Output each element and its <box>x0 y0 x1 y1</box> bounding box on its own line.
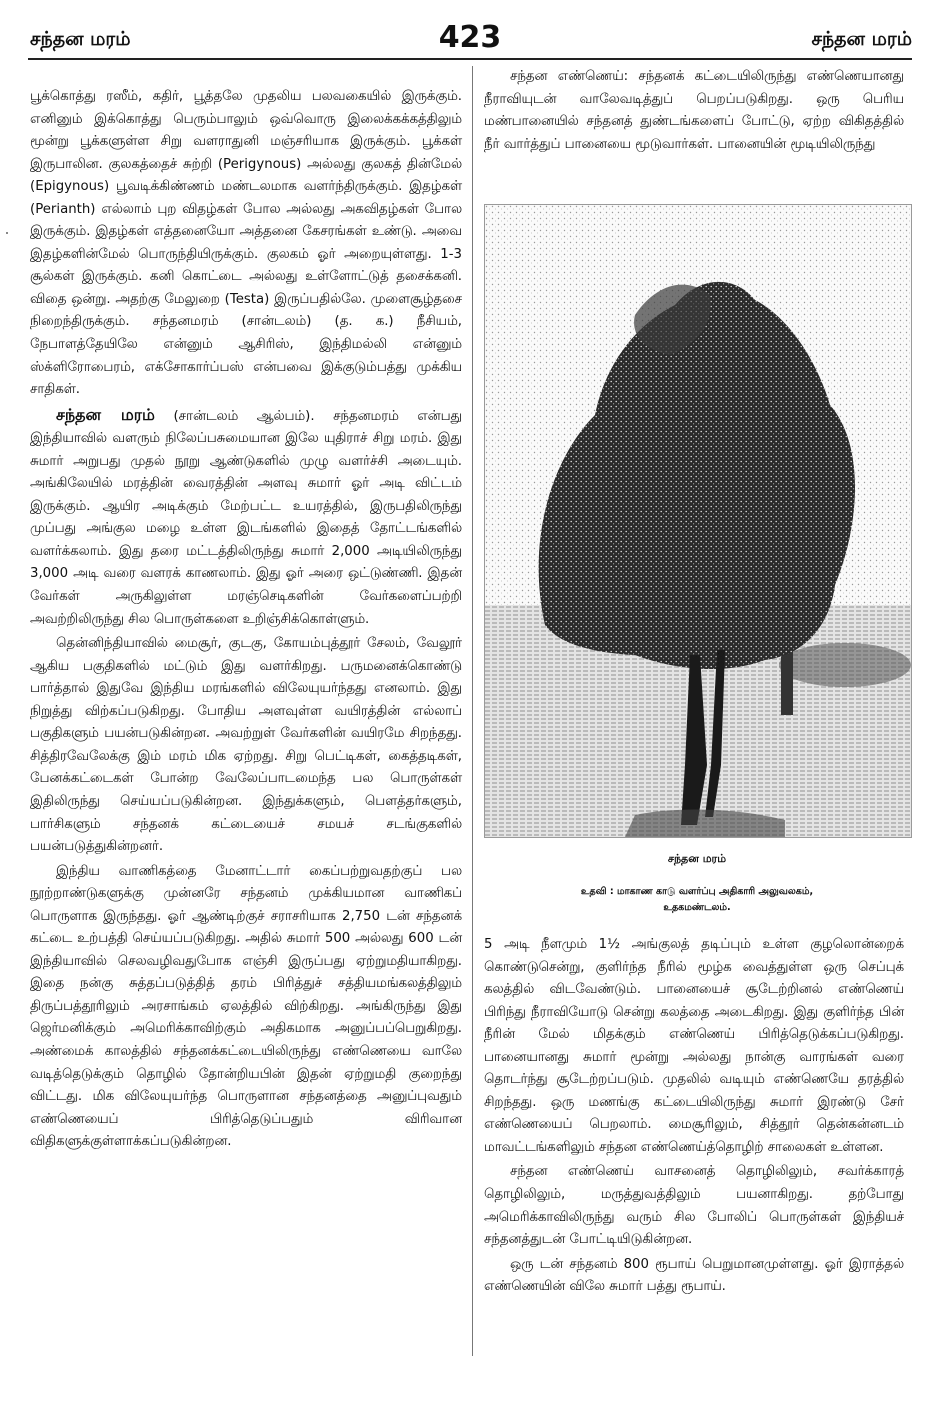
column-divider <box>472 66 473 1356</box>
entry-heading-suffix: (சான்டலம் ஆல்பம்). <box>154 408 334 424</box>
paragraph-distribution: தென்னிந்தியாவில் மைசூர், குடகு, கோயம்புத்தூர் சேலம், வேலூர் ஆகிய பகுதிகளில் மட்டும் இது வளர்கிறது. பருமனைக்கொண்டு பார்த்தால் இதுவே இந்திய மரங்களில் விலேயுயர்ந்தது எனலாம். இது நிறுத்து விற்கப்படுகிறது. போதிய அளவுள்ள வயிரத்தின் எல்லாப் பகுதிகளும் பயன்படுகின்றன. அவற்றுள் வேர்களின் வயிரமே சிறந்தது. சித்திரவேலேக்கு இம் மரம் மிக ஏற்றது. சிறு பெட்டிகள், கைத்தடிகள், பேனக்கட்டைகள் போன்ற வேலேப்பாடமைந்த பல பொருள்கள் இதிலிருந்து செய்யப்படுகின்றன. இந்துக்களும், பௌத்தர்களும், பார்சிகளும் சந்தனக் கட்டையைச் சமயச் சடங்குகளில் பயன்படுத்துகின்றனர். <box>30 636 462 855</box>
paragraph-oil-uses: சந்தன எண்ணெய் வாசனைத் தொழிலிலும், சவர்க்காரத் தொழிலிலும், மருத்துவத்திலும் பயனாகிறது. தற்போது அமெரிக்காவிலிருந்து வரும் சில போலிப் பொருள்கள் இந்தியச் சந்தனத்துடன் போட்டியிடுகின்றன. <box>484 1164 904 1248</box>
entry-heading: சந்தன மரம் <box>56 404 155 424</box>
right-column-bottom <box>484 934 904 1301</box>
margin-mark <box>6 232 8 234</box>
paragraph-oil-extraction: சந்தன எண்ணெய்: சந்தனக் கட்டையிலிருந்து எண்ணெயானது நீராவியுடன் வாலேவடித்துப் பெறப்படுகிறது. ஒரு பெரிய மண்பானையில் சந்தனத் துண்டங்களைப் போட்டு, ஏற்ற விகிதத்தில் நீர் வார்த்துப் பானையை மூடுவார்கள். பானையின் மூடியிலிருந்து <box>484 69 904 152</box>
running-head-left: சந்தன மரம் <box>30 28 131 50</box>
paragraph-distillation-process: 5 அடி நீளமும் 1½ அங்குலத் தடிப்பும் உள்ள குழலொன்றைக் கொண்டுசென்று, குளிர்ந்த நீரில் மூழ்க வைத்துள்ள ஒரு செப்புக் கலத்தில் விடவேண்டும். பானையைச் சூடேற்றினல் எண்ணெய் பிரிந்து நீராவியோடு சென்று கலத்தை அடைகிறது. இது குளிர்ந்த பின் நீரின் மேல் மிதக்கும் எண்ணெய் பிரித்தெடுக்கப்படுகிறது. பானையானது சுமார் மூன்று அல்லது நான்கு வாரங்கள் வரை தொடர்ந்து சூடேற்றப்படும். முதலில் வடியும் எண்ணெயே தரத்தில் சிறந்தது. ஒரு மணங்கு கட்டையிலிருந்து சுமார் இரண்டு சேர் எண்ணெயைப் பெறலாம். மைசூரிலும், சித்தூர் தென்கன்னடம் மாவட்டங்களிலும் சந்தன எண்ணெய்த்தொழிற் சாலைகள் உள்ளன. <box>484 937 904 1155</box>
figure-credit <box>484 884 910 916</box>
figure-credit-line-1: உதவி : மாகாண காடு வளர்ப்பு அதிகாரி அலுவலகம், <box>580 886 814 897</box>
paragraph-entry-intro <box>30 404 462 631</box>
paragraph-trade: இந்திய வாணிகத்தை மேனாட்டார் கைப்பற்றுவதற்குப் பல நூற்றாண்டுகளுக்கு முன்னரே சந்தனம் முக்கியமான வாணிகப் பொருளாக இருந்தது. ஓர் ஆண்டிற்குச் சராசரியாக 2,750 டன் சந்தனக் கட்டை உற்பத்தி செய்யப்படுகிறது. அதில் சுமார் 500 அல்லது 600 டன் இந்தியாவில் செலவழிவதுபோக எஞ்சி இருப்பது ஏற்றுமதியாகிறது. இதை நன்கு சுத்தப்படுத்தித் தரம் பிரித்துச் சத்தியமங்கலத்திலும் திருப்பத்தூரிலும் அரசாங்கம் ஏலத்தில் விற்கிறது. அங்கிருந்து இது ஜெர்மனிக்கும் அமெரிக்காவிற்கும் அதிகமாக அனுப்பப்பெறுகிறது. அண்மைக் காலத்தில் சந்தனக்கட்டையிலிருந்து எண்ணெயை வாலே வடித்தெடுக்கும் தொழில் தோன்றியபின் இதன் ஏற்றுமதி குறைந்து விட்டது. மிக விலேயுயர்ந்த பொருளான சந்தனத்தை அனுப்புவதும் எண்ணெயைப் பிரித்தெடுப்பதும் விரிவான விதிகளுக்குள்ளாக்கப்படுகின்றன. <box>30 863 462 1150</box>
paragraph-prices: ஒரு டன் சந்தனம் 800 ரூபாய் பெறுமானமுள்ளது. ஓர் இராத்தல் எண்ணெயின் விலே சுமார் பத்து ரூபாய். <box>484 1256 904 1295</box>
figure-credit-line-2: உதகமண்டலம். <box>663 902 731 913</box>
entry-intro-text: சந்தனமரம் என்பது இந்தியாவில் வளரும் நிலேப்பசுமையான இலே யுதிராச் சிறு மரம். இது சுமார் அறுபது முதல் நூறு ஆண்டுகளில் முழு வளர்ச்சி அடையும். அங்கிலேயில் மரத்தின் வைரத்தின் அளவு சுமார் ஓர் அடி விட்டம் இருக்கும். ஆயிர அடிக்கும் மேற்பட்ட உயரத்தில், இருபதிலிருந்து முப்பது அங்குல மழை உள்ள இடங்களில் இதைத் தோட்டங்களில் வளர்க்கலாம். இது தரை மட்டத்திலிருந்து சுமார் 2,000 அடியிலிருந்து 3,000 அடி வரை வளரக் காணலாம். இது ஓர் அரை ஒட்டுண்ணி. இதன் வேர்கள் அருகிலுள்ள மரஞ்செடிகளின் வேர்களைப்பற்றி அவற்றிலிருந்து சில பொருள்களை உறிஞ்சிக்கொள்ளும். <box>30 408 462 627</box>
paragraph-family-description: பூக்கொத்து ரஸீம், கதிர், பூத்தலே முதலிய பலவகையில் இருக்கும். எனினும் இக்கொத்து பெரும்பாலும் ஒவ்வொரு இலைக்கக்கத்திலும் மூன்று பூக்களுள்ள சிறு வளராதுனி மஞ்சரியாக இருக்கும். பூக்கள் இருபாலின. குலகத்தைச் சுற்றி (Perigynous) அல்லது குலகத் தின்மேல் (Epigynous) பூவடிக்கிண்ணம் மண்டலமாக வளர்ந்திருக்கும். இதழ்கள் (Perianth) எல்லாம் புற விதழ்கள் போல அல்லது அகவிதழ்கள் போல இருக்கும். இதழ்கள் எத்தனையோ அத்தனை கேசரங்கள் உண்டு. அவை இதழ்களின்மேல் பொருந்தியிருக்கும். குலகம் ஓர் அறையுள்ளது. 1-3 சூல்கள் இருக்கும். கனி கொட்டை அல்லது உள்ளோட்டுத் தசைக்கனி. விதை ஒன்று. அதற்கு மேலுறை (Testa) இருப்பதில்லே. முளைசூழ்தசை நிறைந்திருக்கும். சந்தனமரம் (சான்டலம்) (த. க.) நீசியம், நேபாளத்தேயிலே என்னும் ஆசிரிஸ், இந்திமல்லி என்னும் ஸ்க்ளிரோபைரம், எக்சோகார்ப்பஸ் என்பவை இக்குடும்பத்து முக்கிய சாதிகள். <box>30 89 462 398</box>
running-head-right: சந்தன மரம் <box>811 28 912 50</box>
page-number: 423 <box>438 20 502 55</box>
left-column <box>30 86 462 1156</box>
right-column-top <box>484 66 904 158</box>
figure-caption: சந்தன மரம் <box>667 852 727 865</box>
header-rule <box>28 58 912 60</box>
tree-engraving-image <box>485 205 911 837</box>
sandalwood-tree-illustration <box>484 204 912 838</box>
